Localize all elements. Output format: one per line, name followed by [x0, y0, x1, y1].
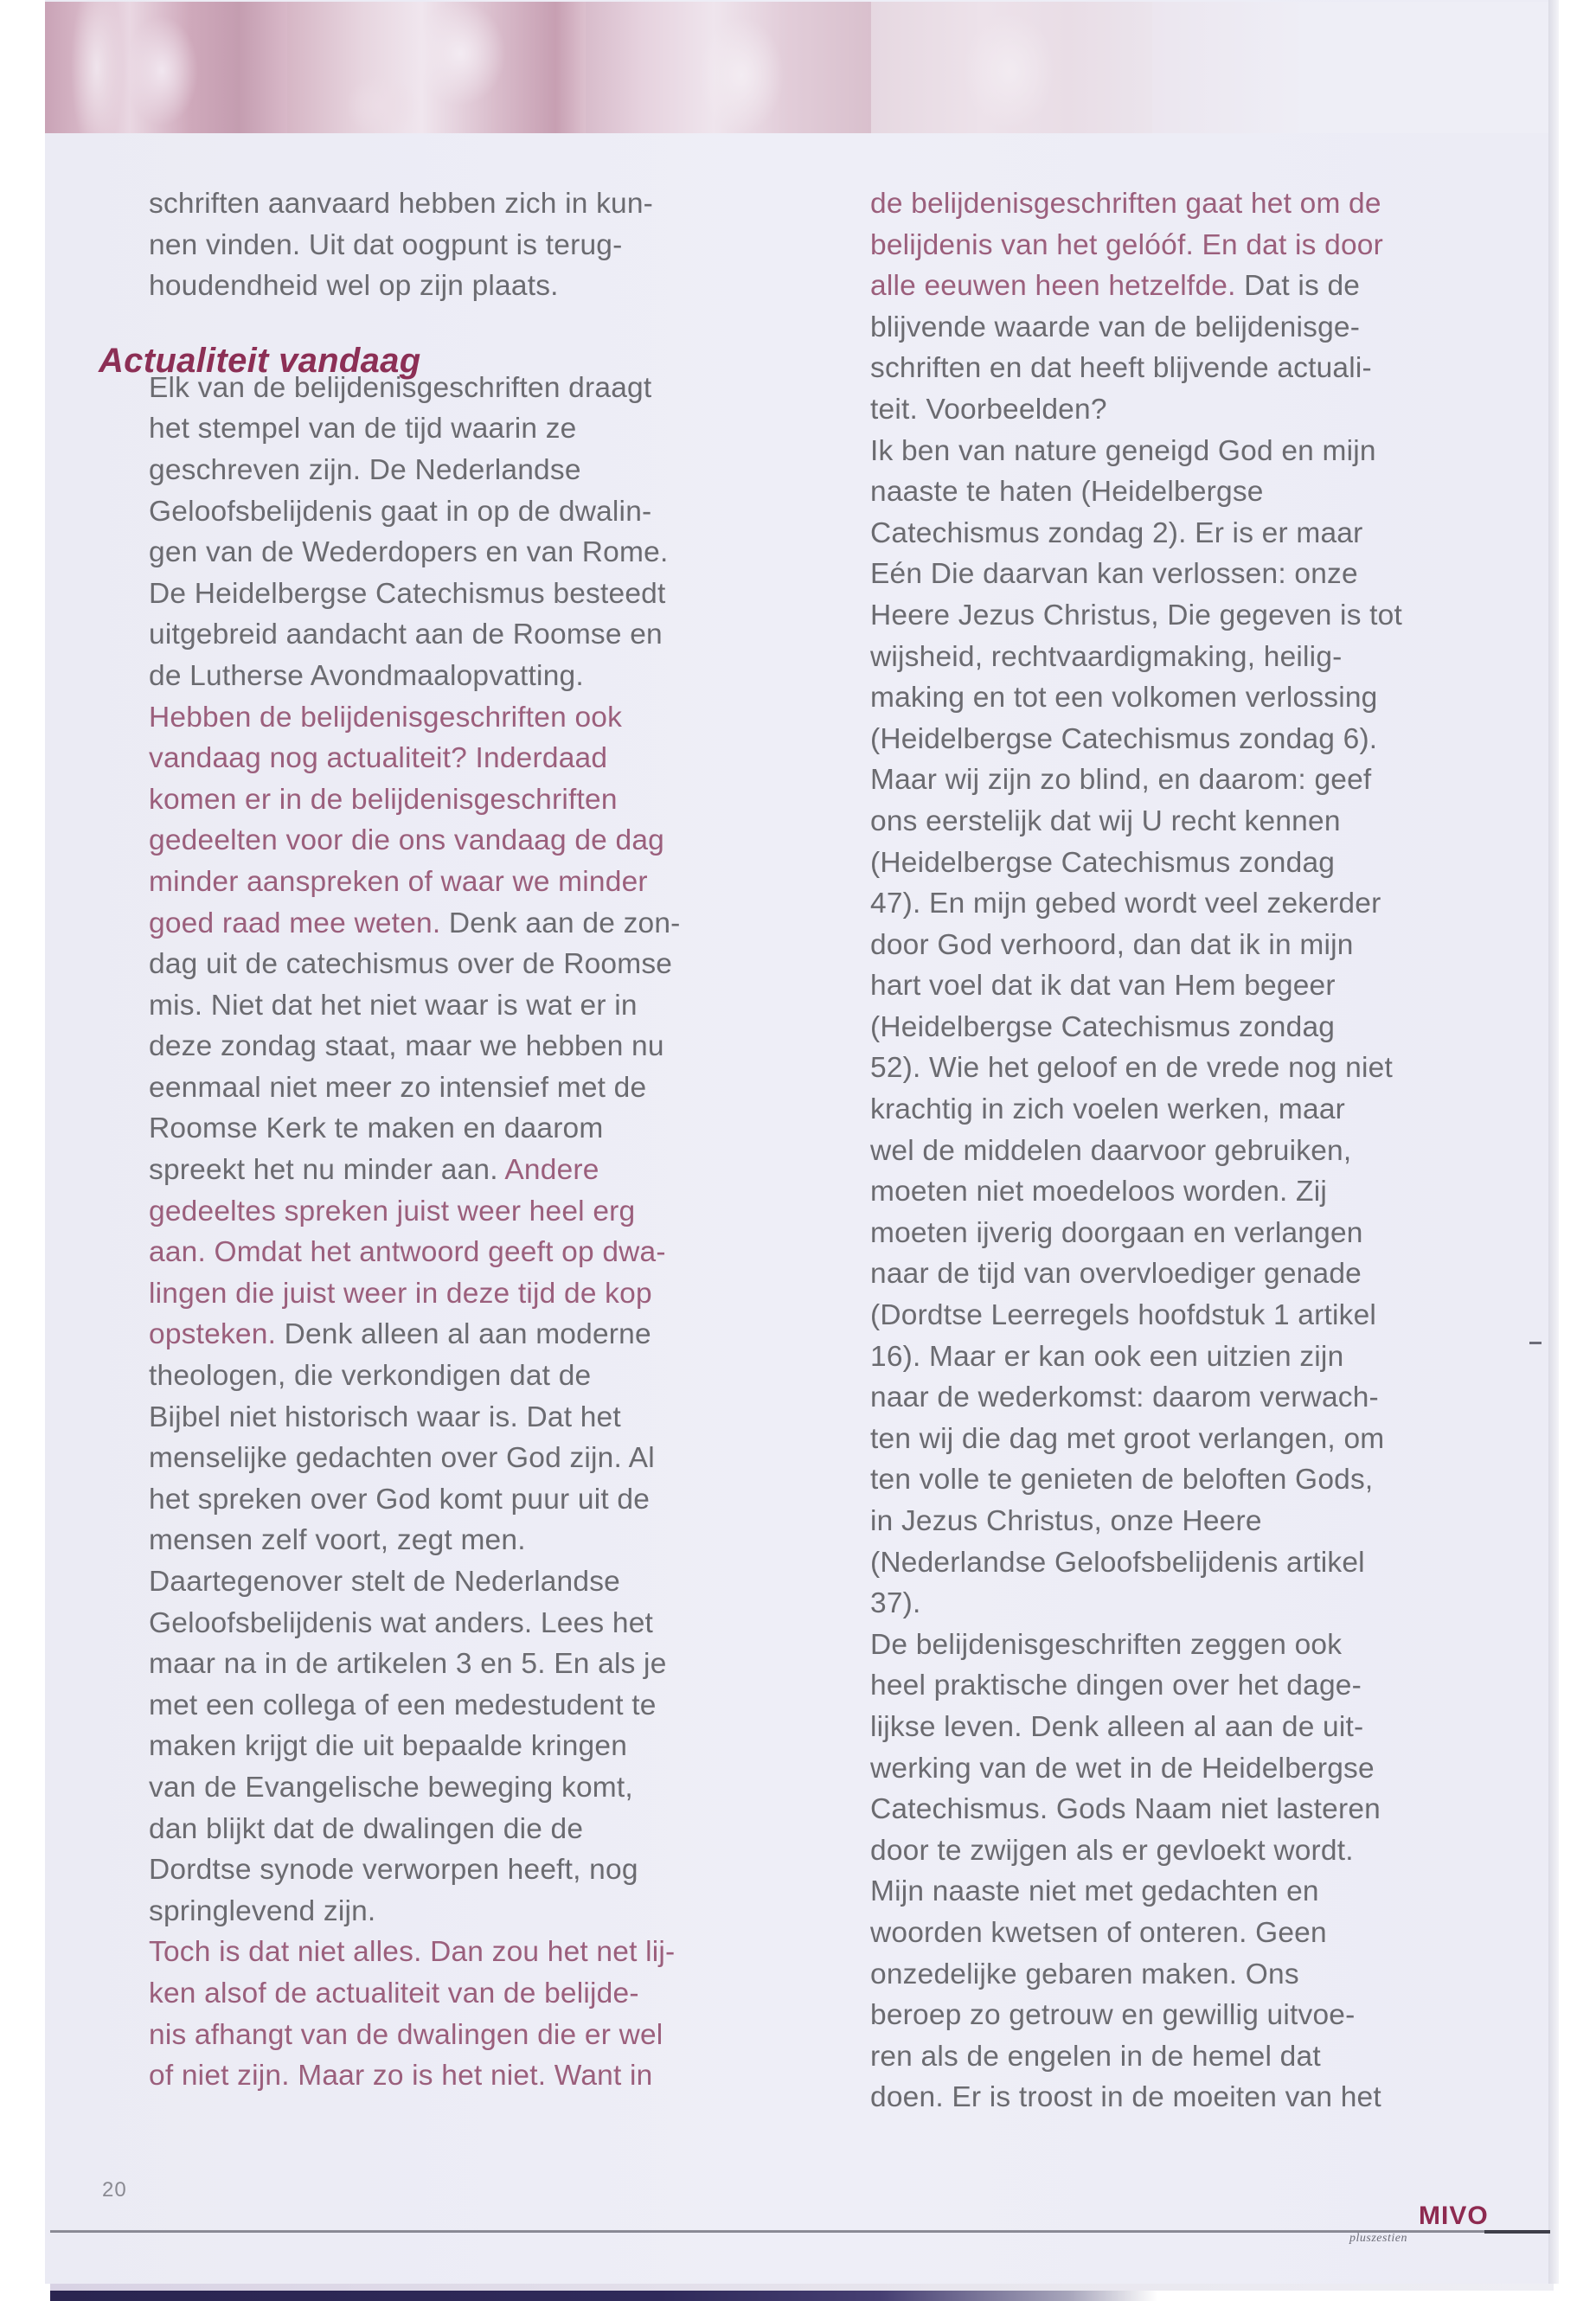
text-line: [870, 1213, 1510, 1254]
page-edge-shadow: [1548, 0, 1559, 2284]
text-line: [149, 1150, 772, 1191]
text-line: [870, 719, 1510, 760]
text-line: schriften aanvaard hebben zich in kun-: [149, 188, 654, 220]
text-segment: gen van de Wederdopers en van Rome.: [149, 536, 669, 569]
text-segment: het spreken over God komt puur uit de: [149, 1483, 651, 1516]
text-line: [149, 1891, 772, 1932]
text-line: [149, 1644, 772, 1685]
text-segment: lijkse leven. Denk alleen al aan de uit-: [870, 1710, 1364, 1743]
text-line: [149, 1314, 772, 1356]
text-segment: ten volle te genieten de beloften Gods,: [870, 1464, 1374, 1497]
text-segment: opsteken.: [149, 1318, 277, 1351]
text-line: [149, 614, 772, 656]
text-line: [870, 637, 1510, 678]
text-segment: Catechismus zondag 2). Er is er maar: [870, 516, 1363, 549]
magazine-logo-subtitle: pluszestien: [1349, 2232, 1407, 2245]
text-segment: het stempel van de tijd waarin ze: [149, 413, 577, 445]
text-line: [149, 903, 772, 945]
text-segment: Geloofsbelijdenis wat anders. Lees het: [149, 1606, 654, 1639]
text-line: [870, 965, 1510, 1007]
text-line: [870, 307, 1510, 349]
text-line: [870, 1665, 1510, 1707]
text-line: [149, 1356, 772, 1397]
text-segment: spreekt het nu minder aan.: [149, 1154, 498, 1187]
text-segment: of niet zijn. Maar zo is het niet. Want in: [149, 2060, 653, 2093]
text-segment: dan blijkt dat de dwalingen die de: [149, 1812, 584, 1845]
footer-divider-accent: [1484, 2230, 1550, 2234]
text-segment: De Heidelbergse Catechismus besteedt: [149, 577, 666, 610]
text-segment: doen. Er is troost in de moeiten van het: [870, 2081, 1381, 2114]
text-line: [870, 1583, 1510, 1625]
text-line: [870, 1419, 1510, 1460]
text-segment: eenmaal niet meer zo intensief met de: [149, 1071, 647, 1104]
text-segment: (Nederlandse Geloofsbelijdenis artikel: [870, 1546, 1365, 1579]
text-segment: 37).: [870, 1587, 921, 1620]
text-segment: naar de wederkomst: daarom verwach-: [870, 1381, 1379, 1414]
text-segment: vandaag nog actualiteit? Inderdaad: [149, 742, 608, 775]
text-line: [870, 1501, 1510, 1542]
text-segment: dag uit de catechismus over de Roomse: [149, 948, 673, 981]
text-line: [149, 1397, 772, 1439]
text-line: [870, 2036, 1510, 2078]
text-line: [149, 1520, 772, 1561]
text-segment: in Jezus Christus, onze Heere: [870, 1505, 1262, 1537]
page-number: 20: [102, 2178, 127, 2202]
text-line: [870, 1336, 1510, 1378]
text-line: [149, 779, 772, 821]
text-segment: Roomse Kerk te maken en daarom: [149, 1112, 604, 1145]
text-segment: Catechismus. Gods Naam niet lasteren: [870, 1793, 1381, 1826]
text-line: [870, 925, 1510, 966]
text-line: [870, 554, 1510, 595]
text-segment: maken krijgt die uit bepaalde kringen: [149, 1730, 628, 1763]
text-segment: (Dordtse Leerregels hoofdstuk 1 artikel: [870, 1299, 1377, 1332]
text-line: [149, 574, 772, 615]
text-segment: moeten ijverig doorgaan en verlangen: [870, 1216, 1363, 1249]
text-line: [149, 1438, 772, 1479]
text-segment: werking van de wet in de Heidelbergse: [870, 1752, 1375, 1785]
text-segment: de Lutherse Avondmaalopvatting.: [149, 659, 584, 692]
text-segment: beroep zo getrouw en gewillig uitvoe-: [870, 1999, 1356, 2032]
text-segment: geschreven zijn. De Nederlandse: [149, 453, 581, 486]
text-segment: Heere Jezus Christus, Die gegeven is tot: [870, 599, 1403, 631]
text-line: [149, 1108, 772, 1150]
text-line: [870, 1625, 1510, 1666]
text-segment: Dordtse synode verworpen heeft, nog: [149, 1854, 638, 1887]
text-segment: gedeeltes spreken juist weer heel erg: [149, 1195, 636, 1227]
text-line: [870, 1048, 1510, 1089]
face-photo-3: [586, 2, 871, 133]
text-segment: naaste te haten (Heidelbergse: [870, 476, 1264, 509]
text-line: [870, 1131, 1510, 1172]
text-segment: onzedelijke gebaren maken. Ons: [870, 1958, 1299, 1990]
text-segment: lingen die juist weer in deze tijd de kop: [149, 1277, 652, 1310]
text-segment: De belijdenisgeschriften zeggen ook: [870, 1628, 1343, 1661]
text-segment: deze zondag staat, maar we hebben nu: [149, 1030, 664, 1063]
text-line: nen vinden. Uit dat oogpunt is terug-: [149, 228, 623, 261]
text-segment: teit. Voorbeelden?: [870, 393, 1107, 426]
text-segment: Daartegenover stelt de Nederlandse: [149, 1566, 620, 1598]
text-segment: Hebben de belijdenisgeschriften ook: [149, 701, 623, 734]
text-line: [149, 697, 772, 739]
text-line: [149, 2055, 772, 2097]
text-segment: komen er in de belijdenisgeschriften: [149, 783, 618, 816]
text-line: [870, 389, 1510, 431]
scan-edge-bar: [50, 2291, 1157, 2301]
text-segment: Ik ben van nature geneigd God en mijn: [870, 434, 1376, 467]
text-segment: van de Evangelische beweging komt,: [149, 1771, 633, 1804]
text-segment: belijdenis van het gelóóf. En dat is door: [870, 228, 1383, 261]
text-segment: menselijke gedachten over God zijn. Al: [149, 1442, 655, 1475]
article-column-left: [149, 183, 772, 2097]
text-line: [870, 1253, 1510, 1295]
text-line: [870, 595, 1510, 637]
text-line: [870, 225, 1510, 266]
text-segment: ten wij die dag met groot verlangen, om: [870, 1422, 1385, 1455]
text-segment: de belijdenisgeschriften gaat het om de: [870, 188, 1381, 220]
section-heading: Actualiteit vandaag: [99, 342, 421, 380]
text-line: [870, 183, 1510, 225]
text-segment: (Heidelbergse Catechismus zondag 6).: [870, 722, 1378, 755]
text-segment: krachtig in zich voelen werken, maar: [870, 1093, 1346, 1126]
text-line: [149, 2015, 772, 2056]
text-segment: woorden kwetsen of onteren. Geen: [870, 1916, 1327, 1949]
face-photo-2: [287, 2, 586, 133]
text-line: [870, 1789, 1510, 1830]
text-line: [870, 471, 1510, 513]
text-segment: Denk aan de zon-: [440, 907, 681, 939]
header-photo-strip: [45, 2, 1548, 133]
intro-paragraph: [149, 183, 772, 307]
text-line: [870, 1295, 1510, 1336]
article-column-right: [870, 183, 1510, 2118]
text-line: [149, 1809, 772, 1850]
text-line: [870, 1871, 1510, 1913]
text-line: [149, 1561, 772, 1603]
text-segment: gedeelten voor die ons vandaag de dag: [149, 824, 664, 857]
text-segment: maar na in de artikelen 3 en 5. En als je: [149, 1648, 667, 1681]
text-line: [870, 1459, 1510, 1501]
magazine-logo: MIVO: [1419, 2202, 1489, 2230]
text-segment: wijsheid, rechtvaardigmaking, heilig-: [870, 640, 1343, 673]
text-segment: alle eeuwen heen hetzelfde.: [870, 270, 1236, 303]
text-line: [870, 1954, 1510, 1996]
text-segment: Geloofsbelijdenis gaat in op de dwalin-: [149, 495, 652, 528]
text-line: [870, 1995, 1510, 2036]
text-segment: theologen, die verkondigen dat de: [149, 1360, 592, 1393]
text-line: [149, 491, 772, 533]
text-line: [149, 1026, 772, 1067]
text-segment: Denk alleen al aan moderne: [276, 1318, 651, 1351]
text-line: [870, 677, 1510, 719]
text-segment: (Heidelbergse Catechismus zondag: [870, 846, 1336, 879]
text-segment: door te zwijgen als er gevloekt wordt.: [870, 1834, 1354, 1867]
text-line: [870, 513, 1510, 554]
text-segment: aan. Omdat het antwoord geeft op dwa-: [149, 1236, 666, 1269]
text-segment: nis afhangt van de dwalingen die er wel: [149, 2018, 663, 2051]
body-paragraphs: [870, 183, 1510, 2118]
text-segment: ken alsof de actualiteit van de belijde-: [149, 1977, 639, 2009]
text-segment: 52). Wie het geloof en de vrede nog niet: [870, 1052, 1393, 1085]
text-segment: 47). En mijn gebed wordt veel zekerder: [870, 888, 1381, 920]
text-segment: heel praktische dingen over het dage-: [870, 1670, 1362, 1702]
text-segment: hart voel dat ik dat van Hem begeer: [870, 970, 1336, 1003]
text-segment: Bijbel niet historisch waar is. Dat het: [149, 1400, 621, 1433]
text-line: [149, 1973, 772, 2015]
text-segment: Mijn naaste niet met gedachten en: [870, 1875, 1319, 1908]
text-segment: Toch is dat niet alles. Dan zou het net lij-: [149, 1936, 676, 1969]
text-line: [870, 1830, 1510, 1872]
text-line: [149, 1067, 772, 1109]
text-segment: making en tot een volkomen verlossing: [870, 682, 1378, 715]
text-line: [149, 1273, 772, 1315]
text-line: [149, 408, 772, 450]
text-line: houdendheid wel op zijn plaats.: [149, 270, 559, 303]
text-line: [870, 1707, 1510, 1748]
text-segment: goed raad mee weten.: [149, 907, 441, 939]
margin-crop-mark: [1529, 1342, 1542, 1344]
text-line: [149, 1767, 772, 1809]
text-line: [149, 1932, 772, 1973]
text-line: [149, 985, 772, 1027]
text-segment: mensen zelf voort, zegt men.: [149, 1524, 526, 1557]
text-segment: ren als de engelen in de hemel dat: [870, 2040, 1321, 2073]
text-segment-highlight: Andere: [497, 1154, 599, 1187]
text-segment: blijvende waarde van de belijdenisge-: [870, 311, 1361, 343]
text-line: [870, 883, 1510, 925]
text-segment: moeten niet moedeloos worden. Zij: [870, 1176, 1327, 1208]
text-line: [870, 1089, 1510, 1131]
photo-strip-fade: [1152, 2, 1548, 133]
face-photo-4: [871, 2, 1152, 133]
text-segment: Dat is de: [1235, 270, 1361, 303]
text-line: [149, 656, 772, 697]
text-line: [870, 431, 1510, 472]
text-segment: Elk van de belijdenisgeschriften draagt: [149, 371, 652, 404]
text-segment: 16). Maar er kan ook een uitzien zijn: [870, 1340, 1344, 1373]
text-line: [149, 738, 772, 779]
face-photo-1: [45, 2, 287, 133]
text-line: [870, 1007, 1510, 1048]
text-line: [149, 450, 772, 491]
text-line: [149, 532, 772, 574]
text-segment: wel de middelen daarvoor gebruiken,: [870, 1134, 1352, 1167]
text-segment: minder aanspreken of waar we minder: [149, 865, 648, 898]
text-segment: mis. Niet dat het niet waar is wat er in: [149, 989, 638, 1022]
text-line: [149, 1191, 772, 1233]
text-line: [870, 348, 1510, 389]
text-line: [870, 1542, 1510, 1584]
text-line: [870, 1171, 1510, 1213]
footer-divider: [50, 2230, 1538, 2233]
text-line: [149, 1603, 772, 1644]
text-line: [870, 1913, 1510, 1954]
text-segment: naar de tijd van overvloediger genade: [870, 1258, 1362, 1291]
text-line: [870, 843, 1510, 884]
text-segment: Eén Die daarvan kan verlossen: onze: [870, 558, 1358, 591]
text-line: [149, 1849, 772, 1891]
text-line: [870, 266, 1510, 307]
text-line: [149, 862, 772, 903]
body-paragraphs: [149, 368, 772, 2097]
text-segment: Maar wij zijn zo blind, en daarom: geef: [870, 764, 1372, 797]
text-line: [870, 760, 1510, 801]
text-segment: (Heidelbergse Catechismus zondag: [870, 1010, 1336, 1043]
text-line: [149, 944, 772, 985]
text-line: [149, 1479, 772, 1521]
text-segment: door God verhoord, dan dat ik in mijn: [870, 928, 1354, 961]
text-line: [149, 1685, 772, 1727]
text-line: [870, 1748, 1510, 1790]
text-segment: uitgebreid aandacht aan de Roomse en: [149, 619, 663, 651]
text-segment: springlevend zijn.: [149, 1894, 376, 1927]
text-segment: schriften en dat heeft blijvende actuali-: [870, 352, 1372, 385]
scan-edge-tint: [50, 2284, 1554, 2291]
text-line: [870, 2077, 1510, 2118]
text-segment: met een collega of een medestudent te: [149, 1689, 657, 1721]
text-line: [149, 1232, 772, 1273]
text-line: [149, 1726, 772, 1767]
text-line: [870, 1377, 1510, 1419]
text-segment: ons eerstelijk dat wij U recht kennen: [870, 804, 1341, 837]
text-line: [870, 801, 1510, 843]
text-line: [149, 820, 772, 862]
